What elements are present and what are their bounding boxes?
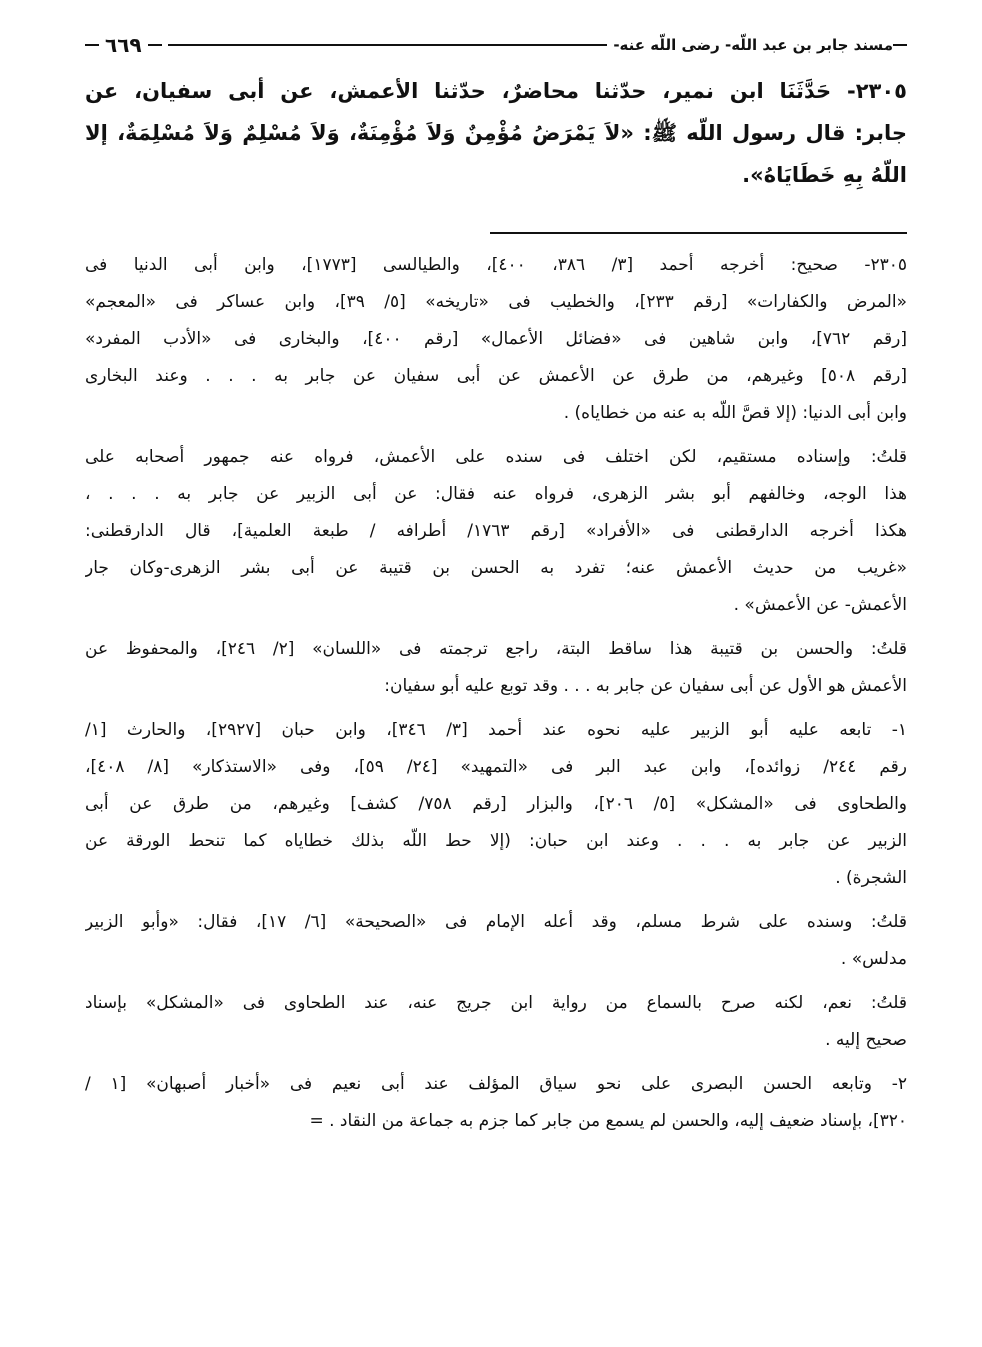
header-dash [893,44,907,46]
footnote-paragraph [85,247,907,432]
text-line: قلتُ: وإسناده مستقيم، لكن اختلف فى سنده على الأعمش، فرواه عنه جمهور أصحابه على [85,447,907,467]
text-line: الزبير عن جابر به . . . وعند ابن حبان: (إلا حط اللّه بذلك خطاياه كما تنحط الورقة عن [85,831,907,851]
running-title: مسند جابر بن عبد اللّه- رضى اللّه عنه- [613,36,893,54]
footnote-paragraph [85,985,907,1059]
text-line: ٢٣٠٥- صحيح: أخرجه أحمد [٣/ ٣٨٦، ٤٠٠]، والطيالسى [١٧٧٣]، وابن أبى الدنيا فى [85,255,907,275]
text-line: رقم ٢٤٤/ زوائده]، وابن عبد البر فى «التمهيد» [٢٤/ ٥٩]، وفى «الاستذكار» [٨/ ٤٠٨]، [85,757,907,777]
text-line: اللّهُ بِهِ خَطَايَاهُ». [742,163,907,187]
footnote-paragraph [85,1066,907,1140]
footnote-paragraph [85,439,907,624]
footnote-paragraph [85,712,907,897]
text-line: ٣٢٠]، بإسناد ضعيف إليه، والحسن لم يسمع من جابر كما جزم به جماعة من النقاد . = [309,1111,907,1131]
text-line: «المرض والكفارات» [رقم ٢٣٣]، والخطيب فى «تاريخه» [٥/ ٣٩]، وابن عساكر فى «المعجم» [85,292,907,312]
text-line: «غريب من حديث الأعمش عنه؛ تفرد به الحسن بن قتيبة عن أبى بشر الزهرى-وكان جار [85,558,907,578]
text-line: صحيح إليه . [825,1030,907,1050]
header-rule [168,44,608,46]
text-line: جابر: قال رسول اللّه ﷺ: «لاَ يَمْرَضُ مُؤْمِنٌ وَلاَ مُؤْمِنَةٌ، وَلاَ مُسْلِمٌ وَلاَ مُسْلِمَةٌ، إلا [85,121,907,145]
footnote-paragraph [85,904,907,978]
text-line: والطحاوى فى «المشكل» [٥/ ٢٠٦]، والبزار [رقم ٧٥٨/ كشف] وغيرهم، من طرق عن أبى [85,794,907,814]
header-dash [148,44,162,46]
text-line: قلتُ: والحسن بن قتيبة هذا ساقط البتة، راجع ترجمته فى «اللسان» [٢/ ٢٤٦]، والمحفوظ عن [85,639,907,659]
text-line: ٢- وتابعه الحسن البصرى على نحو سياق المؤلف عند أبى نعيم فى «أخبار أصبهان» [١ / [85,1074,907,1094]
page-number: ٦٦٩ [105,33,142,57]
text-line: [رقم ٧٦٢]، وابن شاهين فى «فضائل الأعمال» [رقم ٤٠٠]، والبخارى فى «الأدب المفرد» [85,329,907,349]
hadith-text [85,70,907,196]
footnote-separator [490,232,907,234]
running-header [85,30,907,60]
header-dash [85,44,99,46]
text-line: الشجرة) . [835,868,907,888]
text-line: هذا الوجه، وخالفهم أبو بشر الزهرى، فرواه عنه فقال: عن أبى الزبير عن جابر به . . . ، [85,484,907,504]
footnote-paragraph [85,631,907,705]
text-line: الأعمش- عن الأعمش» . [733,595,907,615]
text-line: قلتُ: وسنده على شرط مسلم، وقد أعله الإمام فى «الصحيحة» [٦/ ١٧]، فقال: «وأبو الزبير [85,912,907,932]
text-line: وابن أبى الدنيا: (إلا قصَّ اللّه به عنه من خطاياه) . [563,403,907,423]
text-line: ١- تابعه عليه أبو الزبير عليه نحوه عند أحمد [٣/ ٣٤٦]، وابن حبان [٢٩٢٧]، والحارث [١/ [85,720,907,740]
text-line: قلتُ: نعم، لكنه صرح بالسماع من رواية ابن جريج عنه، عند الطحاوى فى «المشكل» بإسناد [85,993,907,1013]
footnotes [85,247,907,1147]
text-line: هكذا أخرجه الدارقطنى فى «الأفراد» [رقم ١٧٦٣/ أطرافه / طبعة العلمية]، قال الدارقطنى: [85,521,907,541]
text-line: [رقم ٥٠٨] وغيرهم، من طرق عن الأعمش عن أبى سفيان عن جابر به . . . وعند البخارى [85,366,907,386]
text-line: مدلس» . [840,949,907,969]
text-line: ٢٣٠٥- حَدَّثَنَا ابن نمير، حدّثنا محاضرٌ، حدّثنا الأعمش، عن أبى سفيان، عن [85,79,907,103]
text-line: الأعمش هو الأول عن أبى سفيان عن جابر به . . . وقد توبع عليه أبو سفيان: [384,676,907,696]
